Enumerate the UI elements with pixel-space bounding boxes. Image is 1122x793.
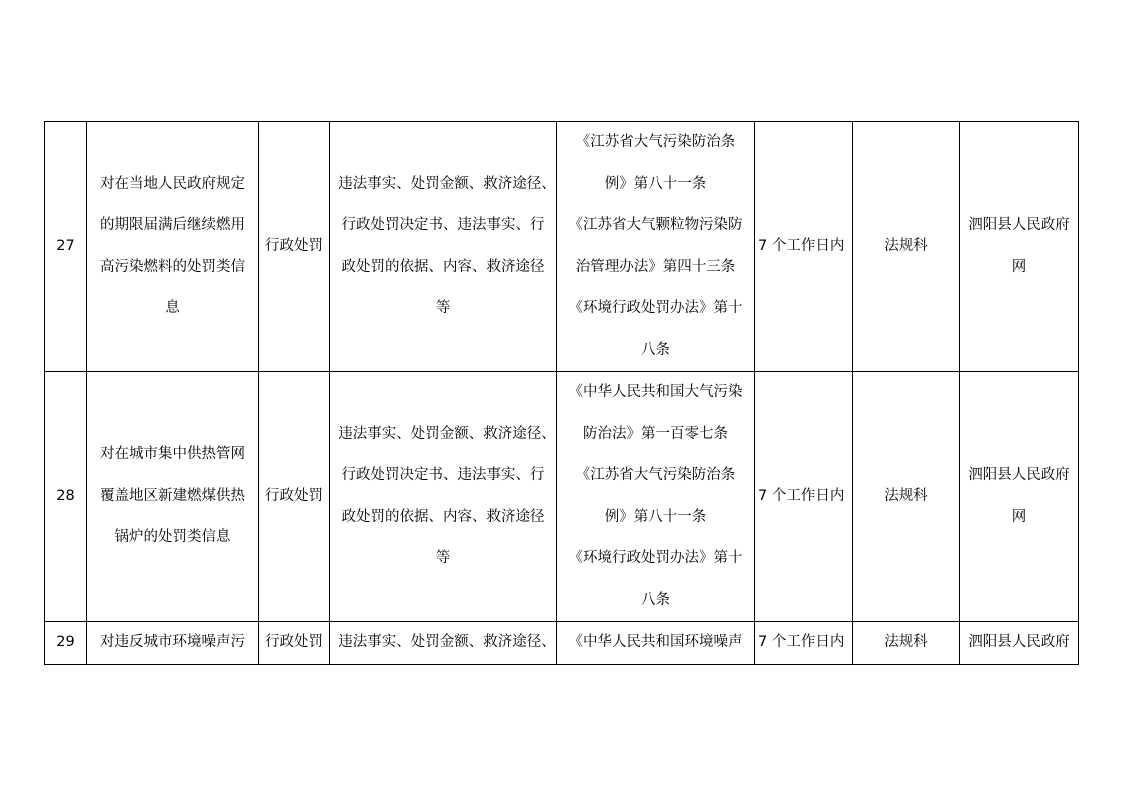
legal-basis-cell [557,622,755,665]
content-line: 行政处罚决定书、违法事实、行 [341,217,545,233]
basis-line: 《环境行政处罚办法》第十 [568,300,743,316]
content-line: 违法事实、处罚金额、救济途径、 [338,425,556,442]
content-cell [330,122,557,372]
channel-line: 网 [1011,258,1027,275]
channel-line: 泗阳县人民政府 [968,634,1070,651]
basis-line: 八条 [641,341,670,358]
item-name-cell [87,622,259,665]
basis-line: 例》第八十一条 [604,175,707,192]
content-cell [330,372,557,622]
channel-cell [960,122,1079,372]
row-number: 28 [45,372,87,622]
table-row [45,372,1079,622]
item-name-line: 高污染燃料的处罚类信 [100,258,245,275]
time-limit-cell: 7 个工作日内 [755,372,853,622]
channel-cell [960,372,1079,622]
row-number: 29 [45,622,87,665]
channel-line: 网 [1011,508,1027,525]
category-cell: 行政处罚 [259,122,330,372]
content-line: 政处罚的依据、内容、救济途径 [341,508,545,525]
category-cell: 行政处罚 [259,622,330,665]
content-line: 行政处罚决定书、违法事实、行 [341,467,545,483]
basis-line: 防治法》第一百零七条 [583,425,728,442]
legal-basis-cell [557,122,755,372]
item-name-line: 对在当地人民政府规定 [100,175,245,192]
table-row [45,622,1079,665]
basis-line: 《江苏省大气污染防治条 [575,134,736,150]
item-name-cell [87,122,259,372]
item-name-line: 对在城市集中供热管网 [100,446,245,463]
category-cell: 行政处罚 [259,372,330,622]
basis-line: 八条 [641,591,670,608]
basis-line: 《中华人民共和国环境噪声 [568,634,743,651]
content-cell [330,622,557,665]
table-row [45,122,1079,372]
item-name-line: 对违反城市环境噪声污 [100,634,245,651]
channel-line: 泗阳县人民政府 [968,467,1070,483]
basis-line: 治管理办法》第四十三条 [575,258,736,275]
disclosure-table [44,121,1079,665]
basis-line: 《江苏省大气颗粒物污染防 [568,217,743,233]
item-name-line: 的期限届满后继续燃用 [100,217,245,233]
content-line: 等 [435,550,451,566]
content-line: 等 [435,300,451,316]
item-name-cell [87,372,259,622]
item-name-line: 覆盖地区新建燃煤供热 [100,487,245,504]
row-number: 27 [45,122,87,372]
basis-line: 《江苏省大气污染防治条 [575,467,736,483]
basis-line: 例》第八十一条 [604,508,707,525]
content-line: 政处罚的依据、内容、救济途径 [341,258,545,275]
content-line: 违法事实、处罚金额、救济途径、 [338,634,556,651]
department-cell: 法规科 [853,622,960,665]
content-line: 违法事实、处罚金额、救济途径、 [338,175,556,192]
channel-cell [960,622,1079,665]
item-name-line: 息 [165,300,180,316]
channel-line: 泗阳县人民政府 [968,217,1070,233]
time-limit-cell: 7 个工作日内 [755,622,853,665]
time-limit-cell: 7 个工作日内 [755,122,853,372]
department-cell: 法规科 [853,372,960,622]
basis-line: 《环境行政处罚办法》第十 [568,550,743,566]
item-name-line: 锅炉的处罚类信息 [114,529,231,546]
basis-line: 《中华人民共和国大气污染 [568,384,743,400]
legal-basis-cell [557,372,755,622]
department-cell: 法规科 [853,122,960,372]
